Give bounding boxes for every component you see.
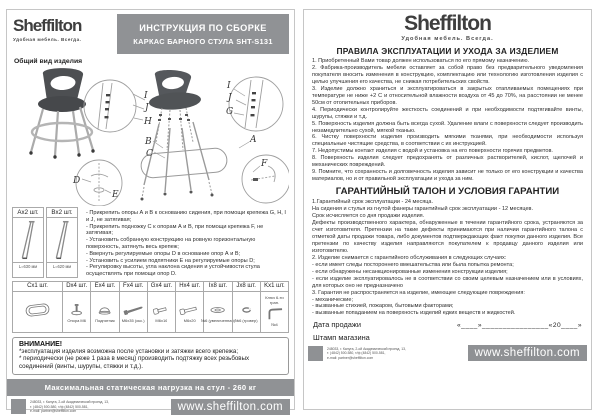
brand-tagline: Удобная мебель. Всегда. (401, 36, 494, 42)
callout-letter: F (260, 159, 267, 169)
care-rule: 3. Изделие должно храниться и эксплуатироваться в закрытых отапливаемых помещениях при температуре не ниже +2 С и относительной влажности воздуха от 45 до 70%, на расстоянии не менее 50см от отопительных приборов. (312, 85, 583, 106)
hardware-part-label: Ix8 шт. (204, 282, 231, 292)
address-line: e-mail: partner@sheffilton.com (30, 409, 77, 414)
assembly-step: - Прикрепить опоры А и В к основанию сидения, при помощи крепежа G, H, I и J, не затягивая; (86, 210, 286, 223)
address-line: e-mail: partner@sheffilton.com (327, 355, 374, 360)
care-rules-list (304, 58, 591, 183)
assembly-diagram (13, 66, 289, 206)
leg-part-box (12, 207, 44, 278)
care-rule: 9. Помните, что сохранность и долговечность изделия зависит не только от его конструкции и качества материалов, но и от правильной эксплуатации и ухода за ним. (312, 169, 583, 183)
hardware-part-icon (121, 301, 146, 319)
hardware-part-label: Gx4 шт. (148, 282, 175, 292)
page-title (117, 14, 289, 54)
footer-logo-square (11, 399, 26, 414)
address-line: т. (4842) 500-580, т/ф (4842) 500-581, (30, 404, 89, 409)
warning-lines (19, 348, 282, 370)
hardware-part-label: Jx8 шт. (233, 282, 260, 292)
callout-letter: I (226, 81, 231, 91)
hardware-part-icon (262, 305, 287, 323)
leg-part-length: L=620 мм (47, 262, 77, 270)
care-rule: 7. Недопустимы контакт изделия с водой и установка на его поверхности горячих предметов. (312, 148, 553, 155)
care-rule: 5. Поверхность изделия должна быть всегда сухой. Удаление влаги с поверхности следует производить незамедлительно сухой, мягкой тканью. (312, 120, 583, 134)
hardware-part-icon (205, 301, 230, 319)
hardware-part-icon (64, 301, 89, 319)
hardware-part-label: Cx1 шт. (13, 282, 62, 292)
callout-letter: I (143, 91, 148, 101)
rules-title: ПРАВИЛА ЭКСПЛУАТАЦИИ И УХОДА ЗА ИЗДЕЛИЕМ (336, 46, 559, 56)
warranty-paragraph: 1.Гарантийный срок эксплуатации - 24 месяца. (312, 199, 434, 206)
hardware-part-cell (62, 282, 90, 332)
assembly-step: - Установить с усилием подпятники Е на регулируемые опоры D; (86, 257, 255, 264)
sale-date-row (304, 317, 591, 329)
hardware-part-body (200, 292, 235, 332)
left-header (13, 14, 289, 54)
brand-logo (13, 14, 117, 54)
warranty-paragraph: - если имеет следы постороннего вмешательства или была попытка ремонта; (312, 261, 514, 268)
brand-logo-text: Sheffilton (404, 12, 491, 35)
page-assembly-instruction (6, 9, 295, 414)
hardware-part-caption: М6х16 (155, 318, 168, 323)
hardware-part-icon (234, 301, 259, 319)
assembly-step: - Установить собранную конструкцию на ровную горизонтальную поверхность, затянуть весь крепеж; (86, 237, 256, 250)
hardware-part-caption-top: Ключ 6-ти гран. (265, 295, 284, 305)
hardware-part-cell (147, 282, 175, 332)
address-line: 248033, г. Калуга, 2-ой Академический проезд, 13, (327, 346, 406, 351)
hardware-part-body (233, 292, 260, 332)
hardware-part-caption: Опора М6 (67, 318, 86, 323)
hardware-part-body (91, 292, 118, 332)
hardware-part-caption: Подпятник (95, 318, 115, 323)
hardware-parts-table (12, 281, 289, 333)
leg-part-label: Bx2 шт. (47, 208, 77, 218)
hardware-part-icon (92, 301, 117, 319)
warning-line: *эксплуатация изделия возможна после установки и затяжки всего крепежа; (19, 347, 239, 355)
care-rule: 1. Приобретенный Вами товар должен использоваться по его прямому назначению. (312, 58, 530, 64)
hardware-part-body (120, 292, 147, 332)
callout-letter: J (144, 103, 149, 113)
warning-box (12, 337, 289, 375)
address-line: 248033, г. Калуга, 2-ой Академический проезд, 13, (30, 400, 109, 405)
leg-part-length: L=630 мм (13, 262, 43, 270)
legs-and-steps (12, 207, 289, 278)
assembly-step: - Прикрепить подножку С к опорам А и В, при помощи крепежа F, не затягивая; (86, 223, 264, 237)
hardware-part-label: Hx4 шт. (176, 282, 203, 292)
hardware-part-cell (260, 282, 288, 332)
care-rule: 2. Фабрика-производитель мебели оставляет за собой право без предварительного уведомления покупателя вносить изменения в конструкцию, комплектацию или технологию изготовления изделия с целью улучшения его качества, не снижая потребительских свойств. (312, 64, 583, 85)
hardware-part-caption: М6х35 (окс.) (121, 318, 145, 323)
hardware-part-icon (177, 301, 202, 319)
warranty-paragraph: - вызванные стихией, пожаром, бытовыми факторами; (312, 303, 454, 310)
hardware-part-cell (119, 282, 147, 332)
callout-letter: E (111, 190, 119, 200)
leg-part-box (46, 207, 78, 278)
hardware-part-label: Fx4 шт. (120, 282, 147, 292)
hardware-part-label: Dx4 шт. (63, 282, 90, 292)
warranty-title: ГАРАНТИЙНЫЙ ТАЛОН И УСЛОВИЯ ГАРАНТИИ (335, 186, 560, 198)
hardware-part-icon (149, 301, 174, 319)
warranty-paragraph: - вызванные попаданием на поверхность изделий едких веществ и жидкостей. (312, 310, 516, 317)
care-rule: 6. Чистку поверхности изделия производить мягкими тканями, при необходимости используя специальные чистящие средства, в соответствии с их инструкцией. (312, 134, 583, 148)
care-rule: 4. Периодически контролируйте жесткость соединений и при необходимости подтягивайте винты, шурупы, стяжки и т.д. (312, 106, 583, 120)
page-care-and-warranty (303, 9, 592, 410)
hardware-part-caption: М6х20 (183, 318, 196, 323)
warning-line: * периодически (не реже 1 раза в месяц) производить подтяжку всех резьбовых соединений (винты, шурупы, стяжки и т.д.). (19, 355, 250, 370)
callout-letter: D (72, 176, 80, 186)
leg-part-boxes (12, 207, 80, 278)
leg-icon (13, 218, 43, 262)
warning-title: ВНИМАНИЕ! (19, 340, 63, 348)
sale-date-label: Дата продажи (313, 320, 361, 330)
hardware-part-caption: №6 (увеличенная) (200, 318, 235, 323)
stool-exploded-view (140, 70, 228, 201)
overview-label: Общий вид изделия (14, 58, 83, 65)
hardware-part-body (261, 292, 288, 332)
callout-letter: A (249, 135, 256, 145)
address-line: т. (4842) 500-580, т/ф (4842) 500-581, (327, 351, 386, 356)
callout-letter: G (225, 107, 233, 117)
care-rule: 8. Поверхность изделия следует предохранять от различных растворителей, кислот, щелочей и механических повреждений. (312, 155, 583, 169)
hardware-part-label: Ex4 шт. (91, 282, 118, 292)
warranty-paragraph: - если обнаружены несанкционированные изменения конструкции изделия; (312, 268, 508, 275)
leg-icon (47, 218, 77, 262)
max-load-banner: Максимальная статическая нагрузка на стул - 260 кг (7, 379, 294, 396)
hardware-part-cell (90, 282, 118, 332)
assembly-step: - Ввернуть регулируемые опоры D в основание опор А и В; (86, 250, 241, 257)
hardware-part-cell (13, 282, 62, 332)
warranty-paragraph: Дефекты производственного характера, обнаруженные в течении гарантийного срока, устраняются за счет изготовителя. Претензии на такие дефекты принимаются при наличии гарантийного талона с отметкой даты продажи товара, либо документов подтверждающих факт покупки данного изделия. Все претензии по качеству изделия направляются покупателем к продавцу данного изделия или изготовителю. (312, 220, 583, 254)
hardware-part-cell (175, 282, 203, 332)
page-title-line2: КАРКАС БАРНОГО СТУЛА SHT-S131 (133, 36, 273, 46)
assembly-steps (80, 207, 289, 278)
callout-letter: J (227, 93, 232, 103)
brand-tagline: Удобная мебель. Всегда. (13, 37, 82, 42)
callout-letter: B (144, 137, 152, 147)
left-footer (11, 399, 290, 415)
assembly-step: - Регулировку высоты, угла наклона сидения и устойчивости стула осуществлять при помощи опор D. (86, 264, 260, 278)
callout-letter: C (145, 149, 153, 159)
footer-logo-square (308, 346, 323, 361)
warranty-paragraph: 2. Изделие снимается с гарантийного обслуживания в следующих случаях: (312, 254, 507, 261)
hardware-part-caption: №4 (271, 323, 278, 328)
hardware-part-body (13, 292, 62, 332)
warranty-text (304, 199, 591, 317)
hardware-part-caption: №6 (гровер) (234, 318, 258, 323)
warranty-paragraph: - если изделие эксплуатировалось не в соответствии со своим целевым назначением или в условиях, для которых оно не предназначено (312, 275, 583, 289)
website-banner: www.sheffilton.com (171, 399, 290, 415)
brand-logo-text: Sheffilton (13, 16, 82, 35)
footer-address (327, 347, 464, 361)
warranty-paragraph: - механические; (312, 296, 354, 303)
page-title-line1: ИНСТРУКЦИЯ ПО СБОРКЕ (139, 22, 267, 33)
sale-date-blanks: «____»________________«20____» (456, 322, 582, 330)
website-banner: www.sheffilton.com (468, 345, 587, 361)
hardware-part-cell (232, 282, 260, 332)
leg-part-label: Ax2 шт. (13, 208, 43, 218)
warranty-paragraph: Срок исчисляется со дня продажи изделия. (312, 213, 425, 220)
warranty-paragraph: На сидения и стулья из гнутой фанеры гарантийный срок эксплуатации - 12 месяцев. (312, 206, 534, 213)
callout-letter: H (143, 117, 152, 127)
right-footer (308, 345, 587, 361)
hardware-part-body (148, 292, 175, 332)
hardware-part-body (63, 292, 90, 332)
hardware-part-body (176, 292, 203, 332)
store-stamp-label: Штамп магазина (313, 333, 370, 343)
hardware-part-label: Kx1 шт. (261, 282, 288, 292)
footer-address (30, 400, 167, 414)
warranty-paragraph: 3. Гарантия не распространяется на изделие, имеющее следующие повреждения: (312, 289, 525, 296)
hardware-part-icon (14, 301, 61, 319)
hardware-part-cell (200, 282, 235, 332)
